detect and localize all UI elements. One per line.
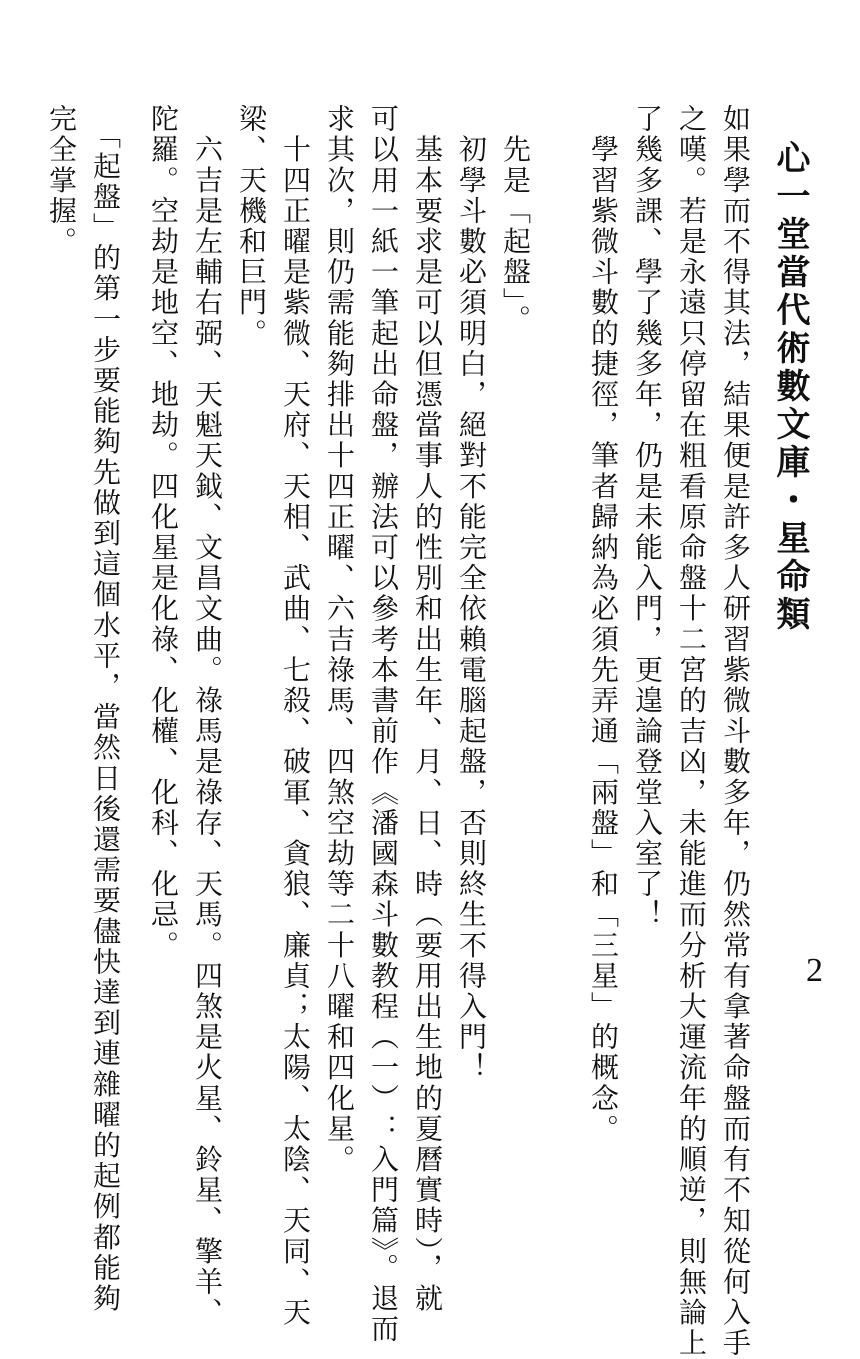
text-line-10: 求其次，則仍需能夠排出十四正曜、六吉祿馬、四煞空劫等二十八曜和四化星。 (323, 104, 356, 1175)
text-line-11: 十四正曜是紫微、天府、天相、武曲、七殺、破軍、貪狼、廉貞；太陽、太陰、天同、天 (279, 104, 312, 1328)
text-line-12: 梁、天機和巨門。 (235, 104, 268, 349)
text-line-15: 「起盤」的第一步要能夠先做到這個水平，當然日後還需要儘快達到連雜曜的起例都能夠 (89, 104, 122, 1314)
series-title: 心一堂當代術數文庫・星命類 (770, 140, 810, 634)
text-line-9: 可以用一紙一筆起出命盤，辦法可以參考本書前作《潘國森斗數教程（一）：入門篇》。退而 (367, 104, 400, 1345)
text-line-14: 陀羅。空劫是地空、地劫。四化星是化祿、化權、化科、化忌。 (147, 104, 180, 961)
text-line-6: 先是「起盤」。 (499, 104, 532, 335)
text-line-1: 如果學而不得其法，結果便是許多人研習紫微斗數多年，仍然常有拿著命盤而有不知從何入手 (719, 104, 752, 1359)
text-line-3: 了幾多課、學了幾多年，仍是未能入門，更遑論登堂入室了！ (631, 104, 664, 931)
page-number: 2 (806, 952, 823, 989)
text-line-16: 完全掌握。 (45, 104, 78, 257)
text-line-4: 學習紫微斗數的捷徑，筆者歸納為必須先弄通「兩盤」和「三星」的概念。 (587, 104, 620, 1145)
text-line-13: 六吉是左輔右弼、天魁天鉞、文昌文曲。祿馬是祿存、天馬。四煞是火星、鈴星、擎羊、 (191, 104, 224, 1328)
text-line-2: 之嘆。若是永遠只停留在粗看原命盤十二宮的吉凶，未能進而分析大運流年的順逆，則無論上 (675, 104, 708, 1359)
text-line-7: 初學斗數必須明白，絕對不能完全依賴電腦起盤，否則終生不得入門！ (455, 104, 488, 1084)
text-line-8: 基本要求是可以但憑當事人的性別和出生年、月、日、時（要用出生地的夏曆實時），就 (411, 104, 444, 1314)
